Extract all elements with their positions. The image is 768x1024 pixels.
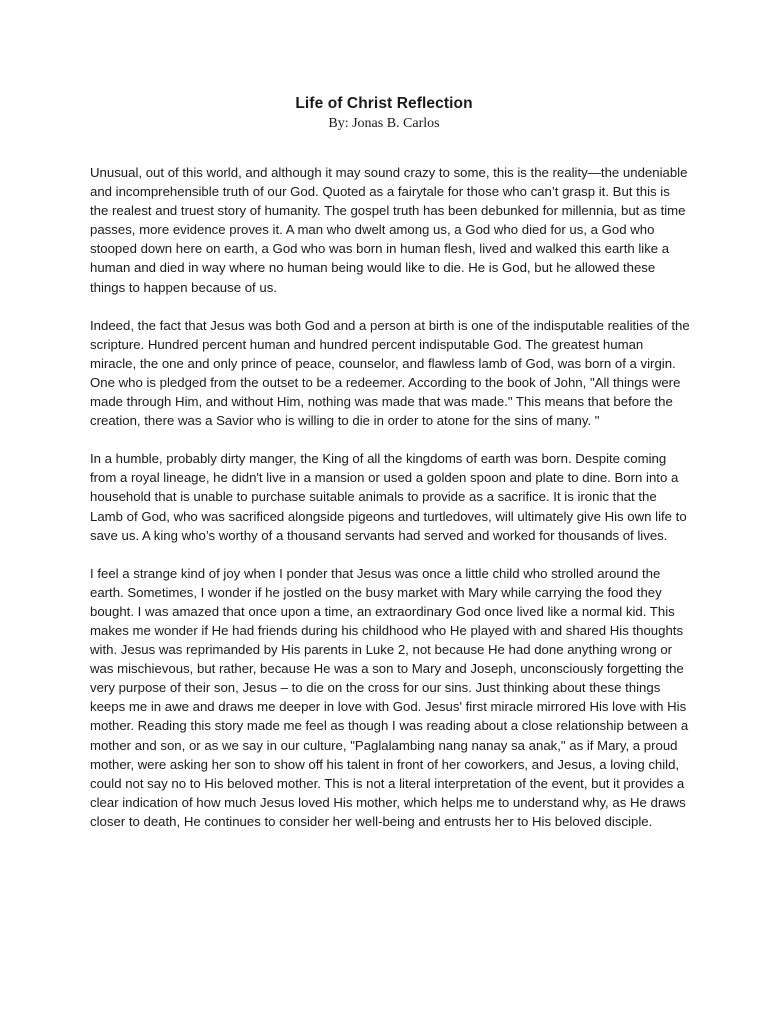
paragraph-4: I feel a strange kind of joy when I ponder that Jesus was once a little child who strolled around the earth. Sometimes, I wonder if he jostled on the busy market with Mary while carrying the food they bought. I was amazed that once upon a time, an extraordinary God once lived like a normal kid. This makes me wonder if He had friends during his childhood who He played with and shared His thoughts with. Jesus was reprimanded by His parents in Luke 2, not because He had done anything wrong or was mischievous, but rather, because He was a son to Mary and Joseph, unconsciously forgetting the very purpose of their son, Jesus – to die on the cross for our sins. Just thinking about these things keeps me in awe and draws me deeper in love with God. Jesus' first miracle mirrored His love with His mother. Reading this story made me feel as though I was reading about a close relationship between a mother and son, or as we say in our culture, "Paglalambing nang nanay sa anak," as if Mary, a proud mother, were asking her son to show off his talent in front of her coworkers, and Jesus, a loving child, could not say no to His beloved mother. This is not a literal interpretation of the event, but it provides a clear indication of how much Jesus loved His mother, which helps me to understand why, as He draws closer to death, He continues to consider her well-being and entrusts her to His beloved disciple.: [90, 565, 689, 829]
paragraph-2: Indeed, the fact that Jesus was both God and a person at birth is one of the indisputable realities of the scripture. Hundred percent human and hundred percent indisputable God. The greatest human miracle, the one and only prince of peace, counselor, and flawless lamb of God, was born of a virgin. One who is pledged from the outset to be a redeemer. According to the book of John, "All things were made through Him, and without Him, nothing was made that was made." This means that before the creation, there was a Savior who is willing to die in order to atone for the sins of many. ": [90, 317, 690, 429]
paragraph-1: Unusual, out of this world, and although it may sound crazy to some, this is the reality—the undeniable and incomprehensible truth of our God. Quoted as a fairytale for those who can’t grasp it. But this is the realest and truest story of humanity. The gospel truth has been debunked for millennia, but as time passes, more evidence proves it. A man who dwelt among us, a God who died for us, a God who stooped down here on earth, a God who was born in human flesh, lived and walked this earth like a human and died in way where no human being would like to die. He is God, but he allowed these things to happen because of us.: [90, 165, 688, 295]
document-body: [90, 163, 690, 831]
document-title: Life of Christ Reflection: [295, 95, 473, 112]
paragraph-3: In a humble, probably dirty manger, the King of all the kingdoms of earth was born. Despite coming from a royal lineage, he didn't live in a mansion or used a golden spoon and plate to dine. Born into a household that is unable to purchase suitable animals to provide as a sacrifice. It is ironic that the Lamb of God, who was sacrificed alongside pigeons and turtledoves, will ultimately give His own life to save us. A king who’s worthy of a thousand servants had served and worked for thousands of lives.: [90, 451, 687, 543]
document-byline: By: Jonas B. Carlos: [328, 116, 440, 131]
